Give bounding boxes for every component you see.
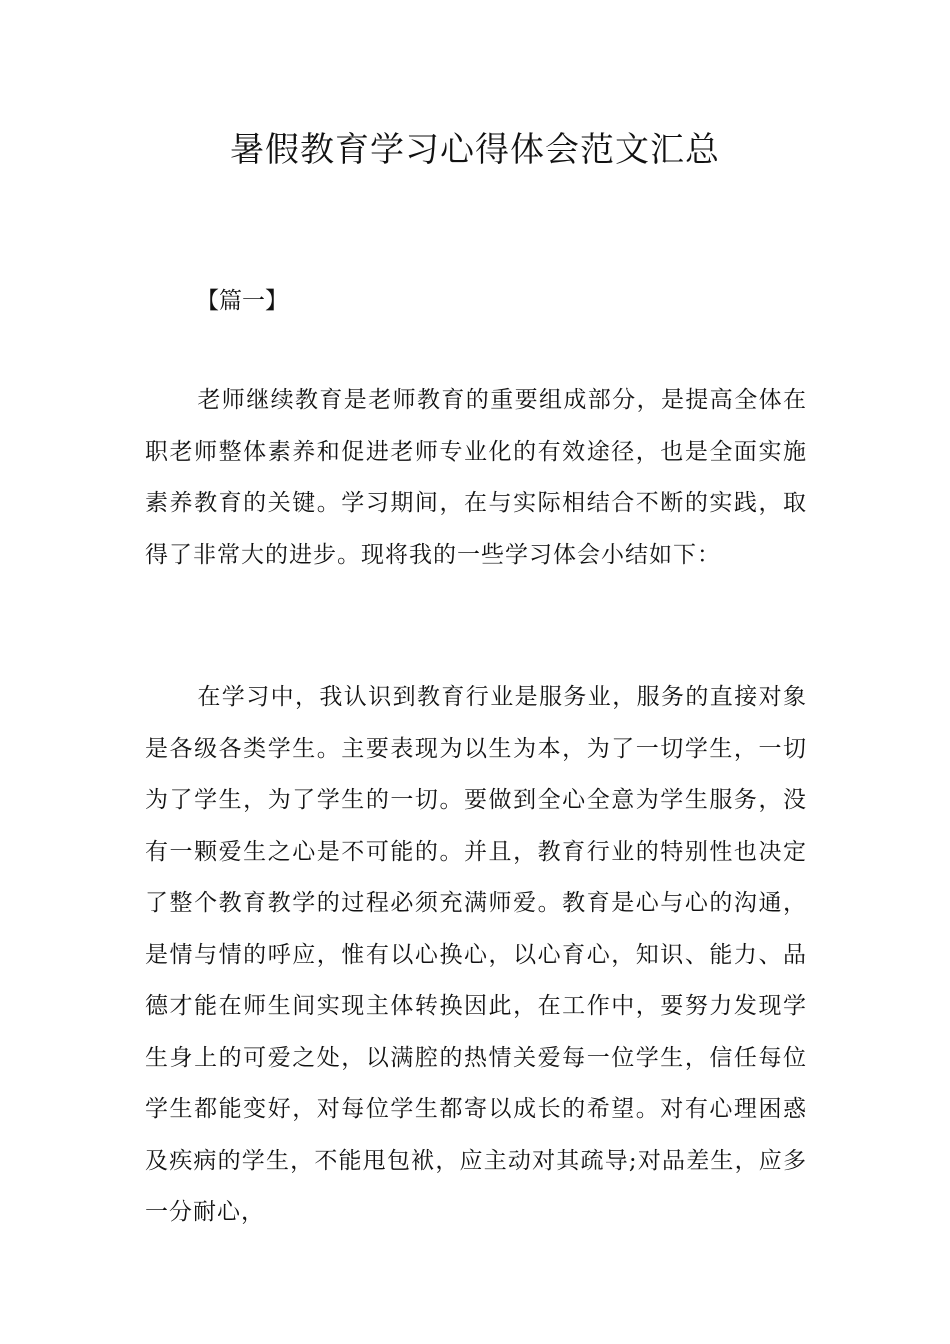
section-label: 【篇一】 xyxy=(196,288,288,314)
paragraph-text: 在学习中，我认识到教育行业是服务业，服务的直接对象是各级各类学生。主要表现为以生为本，为了一切学生，一切为了学生，为了学生的一切。要做到全心全意为学生服务，没有一颗爱生之心是不可能的。并且，教育行业的特别性也决定了整个教育教学的过程必须充满师爱。教育是心与心的沟通，是情与情的呼应，惟有以心换心，以心育心，知识、能力、品德才能在师生间实现主体转换因此，在工作中，要努力发现学生身上的可爱之处，以满腔的热情关爱每一位学生，信任每位学生都能变好，对每位学生都寄以成长的希望。对有心理困惑及疾病的学生，不能甩包袱，应主动对其疏导;对品差生，应多一分耐心， xyxy=(145,684,807,1225)
body-paragraph-1 xyxy=(145,375,807,581)
body-paragraph-2 xyxy=(145,672,807,1239)
document-title: 暑假教育学习心得体会范文汇总 xyxy=(230,130,720,170)
paragraph-text: 老师继续教育是老师教育的重要组成部分，是提高全体在职老师整体素养和促进老师专业化的有效途径，也是全面实施素养教育的关键。学习期间，在与实际相结合不断的实践，取得了非常大的进步。现将我的一些学习体会小结如下： xyxy=(145,387,807,568)
